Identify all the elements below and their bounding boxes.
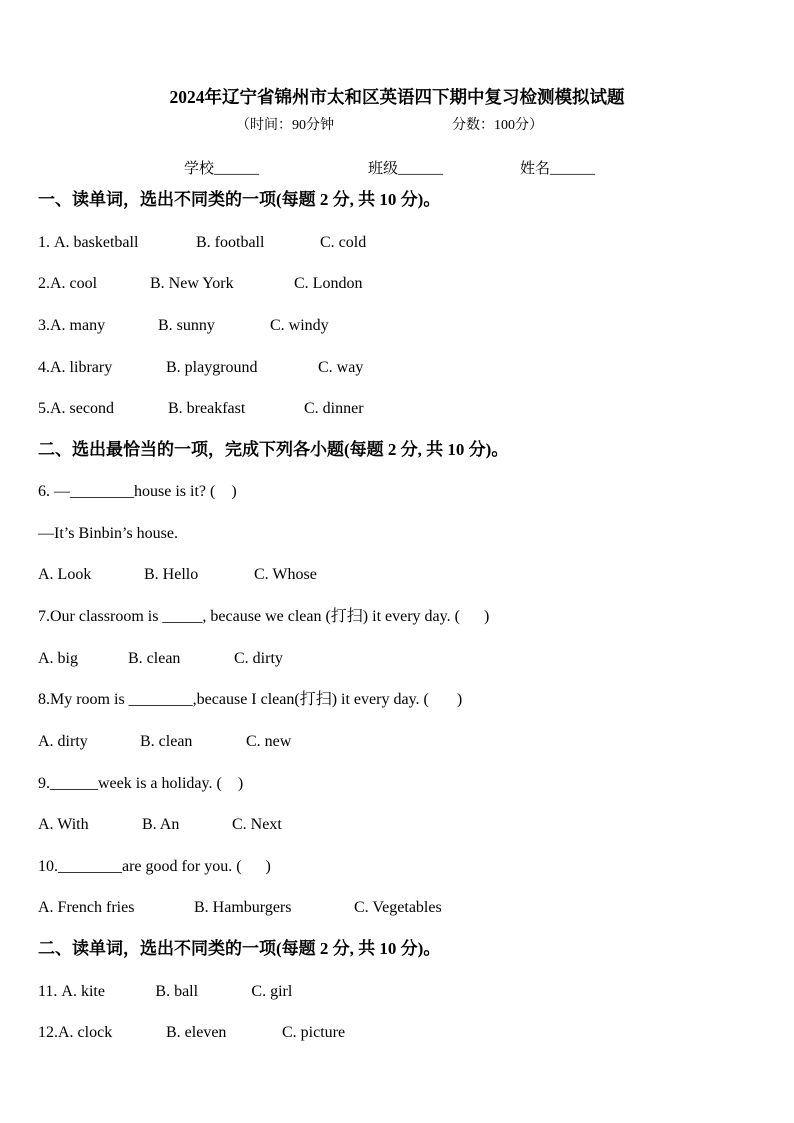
option-a: A. cool — [50, 275, 98, 292]
option-a: A. French fries — [38, 899, 135, 916]
question-number: 5. — [38, 400, 50, 417]
option-b: B. playground — [166, 359, 258, 376]
question-6 — [38, 482, 237, 502]
option-a: A. second — [50, 400, 114, 417]
question-4 — [38, 358, 363, 378]
option-a: A. many — [50, 317, 106, 334]
section-heading: 一、读单词，选出不同类的一项(每题 2 分, 共 10 分)。 — [38, 190, 441, 209]
exam-title: 2024年辽宁省锦州市太和区英语四下期中复习检测模拟试题 — [169, 87, 625, 107]
option-c: C. dinner — [304, 400, 364, 417]
option-c: C. cold — [320, 234, 367, 251]
option-b: B. eleven — [166, 1024, 227, 1041]
question-1 — [38, 233, 366, 253]
question-stem: ________are good for you. ( ) — [58, 858, 271, 875]
exam-time: （时间：90分钟 — [236, 118, 334, 133]
question-9 — [38, 774, 243, 794]
name-field: 姓名______ — [520, 161, 596, 177]
option-a: A. kite — [61, 983, 105, 1000]
exam-score: 分数：100分） — [452, 118, 543, 133]
question-stem: ______week is a holiday. ( ) — [50, 775, 244, 792]
option-b: B. Hello — [144, 566, 199, 583]
section-heading: 二、读单词，选出不同类的一项(每题 2 分, 共 10 分)。 — [38, 939, 441, 958]
option-c: C. dirty — [234, 650, 283, 667]
option-a: A. big — [38, 650, 78, 667]
question-9-options — [38, 815, 282, 835]
option-b: B. sunny — [158, 317, 215, 334]
option-b: B. football — [196, 234, 265, 251]
option-c: C. Whose — [254, 566, 317, 583]
question-8 — [38, 690, 462, 710]
option-b: B. clean — [140, 733, 193, 750]
question-5 — [38, 399, 364, 419]
question-7 — [38, 607, 489, 627]
question-number: 6. — [38, 483, 54, 500]
option-a: A. clock — [58, 1024, 113, 1041]
question-3 — [38, 316, 329, 336]
school-field: 学校______ — [184, 161, 260, 177]
option-c: C. way — [318, 359, 364, 376]
question-number: 9. — [38, 775, 50, 792]
option-b: B. Hamburgers — [194, 899, 292, 916]
option-b: B. ball — [155, 983, 199, 1000]
class-field: 班级______ — [368, 161, 444, 177]
question-2 — [38, 274, 362, 294]
question-stem: Our classroom is _____, because we clean (打扫) it every day. ( ) — [50, 608, 490, 625]
option-a: A. dirty — [38, 733, 88, 750]
question-number: 2. — [38, 275, 50, 292]
option-c: C. London — [294, 275, 363, 292]
option-c: C. girl — [251, 983, 293, 1000]
question-number: 1. — [38, 234, 54, 251]
question-8-options — [38, 732, 291, 752]
question-12 — [38, 1023, 345, 1043]
question-number: 3. — [38, 317, 50, 334]
option-c: C. new — [246, 733, 292, 750]
question-number: 12. — [38, 1024, 58, 1041]
question-stem: My room is ________,because I clean(打扫) it every day. ( ) — [50, 691, 463, 708]
option-c: C. Vegetables — [354, 899, 442, 916]
question-11 — [38, 982, 292, 1002]
question-10 — [38, 857, 271, 877]
question-number: 10. — [38, 858, 58, 875]
option-b: B. New York — [150, 275, 234, 292]
option-a: A. Look — [38, 566, 92, 583]
option-c: C. Next — [232, 816, 282, 833]
question-7-options — [38, 649, 283, 669]
option-c: C. windy — [270, 317, 329, 334]
option-a: A. basketball — [54, 234, 139, 251]
question-number: 8. — [38, 691, 50, 708]
option-b: B. An — [142, 816, 180, 833]
question-6-options — [38, 565, 317, 585]
option-b: B. clean — [128, 650, 181, 667]
question-number: 4. — [38, 359, 50, 376]
question-number: 7. — [38, 608, 50, 625]
section-heading: 二、选出最恰当的一项，完成下列各小题(每题 2 分, 共 10 分)。 — [38, 440, 509, 459]
question-number: 11. — [38, 983, 62, 1000]
question-10-options — [38, 898, 442, 918]
question-stem: —________house is it? ( ) — [54, 483, 237, 500]
option-a: A. With — [38, 816, 89, 833]
option-c: C. picture — [282, 1024, 346, 1041]
question-6-answer: —It’s Binbin’s house. — [38, 525, 179, 542]
option-a: A. library — [50, 359, 113, 376]
option-b: B. breakfast — [168, 400, 246, 417]
